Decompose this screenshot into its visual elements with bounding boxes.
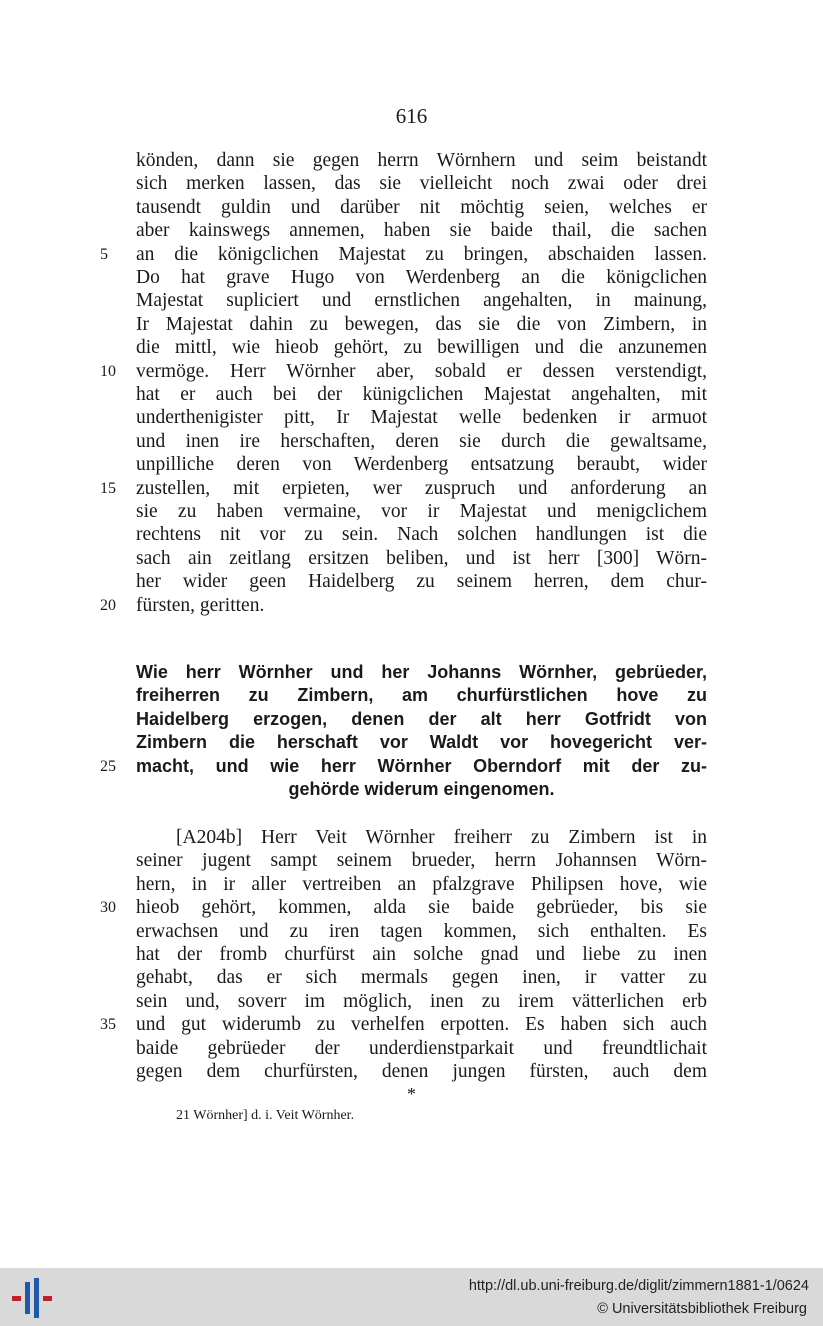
- body-lines-line: underthenigister pitt, Ir Majestat welle bedenken ir armuot: [136, 407, 707, 429]
- page-number: 616: [395, 104, 428, 128]
- body-lines-line: Ir Majestat dahin zu bewegen, das sie die von Zimbern, in: [136, 313, 707, 335]
- body-lines-line: könden, dann sie gegen herrn Wörnhern und seim beistandt: [136, 150, 707, 171]
- body2-lines-line: erwachsen und zu iren tagen kommen, sich enthalten. Es: [136, 920, 707, 942]
- body-lines-line: tausendt guldin und darüber nit möchtig seien, welches er: [136, 196, 707, 218]
- body-lines-line: an die königclichen Majestat zu bringen, abschaiden lassen.: [136, 243, 707, 265]
- body2-lines-line: seiner jugent sampt seinem brueder, herrn Johannsen Wörn-: [136, 850, 707, 872]
- line-number: 15: [100, 479, 116, 497]
- body2-lines-line: [A204b] Herr Veit Wörnher freiherr zu Zimbern ist in: [176, 827, 707, 848]
- body-lines-line: vermöge. Herr Wörnher aber, sobald er dessen verstendigt,: [136, 360, 707, 382]
- body2-lines-line: hern, in ir aller vertreiben an pfalzgrave Philipsen hove, wie: [136, 873, 707, 895]
- line-number: 5: [100, 245, 108, 263]
- line-number: 10: [100, 362, 116, 380]
- body2-lines-line: hat der fromb churfürst ain solche gnad und liebe zu inen: [136, 944, 707, 965]
- body2-lines-line: baide gebrüeder der underdienstparkait und freundtlichait: [136, 1037, 707, 1059]
- body-lines-line: zustellen, mit erpieten, wer zuspruch und anforderung an: [136, 477, 707, 499]
- heading-lines-line: freiherren zu Zimbern, am churfürstlichen hove zu: [136, 685, 707, 706]
- separator-asterisk: *: [407, 1084, 416, 1104]
- body-lines-line: Do hat grave Hugo von Werdenberg an die königclichen: [136, 267, 707, 288]
- body2-lines-line: hieob gehört, kommen, alda sie baide gebrüeder, bis sie: [136, 897, 707, 919]
- body-lines-line: sich merken lassen, das sie vielleicht noch zwai oder drei: [136, 173, 707, 195]
- body-lines-line: rechtens nit vor zu sein. Nach solchen handlungen ist die: [136, 524, 707, 546]
- body2-lines-line: und gut widerumb zu verhelfen erpotten. Es haben sich auch: [136, 1014, 707, 1036]
- heading-lines-line: Wie herr Wörnher und her Johanns Wörnher, gebrüeder,: [136, 662, 707, 682]
- body-lines-line: sie zu haben vermaine, vor ir Majestat und menigclichem: [136, 501, 707, 522]
- footer-bar: [0, 1268, 823, 1326]
- body2-lines-line: sein und, soverr im möglich, inen zu irem vätterlichen erb: [136, 990, 707, 1012]
- footer-copyright: © Universitätsbibliothek Freiburg: [597, 1301, 807, 1317]
- footnote: 21 Wörnher] d. i. Veit Wörnher.: [176, 1108, 355, 1123]
- body2-lines-line: gegen dem churfürsten, denen jungen fürsten, auch dem: [136, 1061, 707, 1082]
- body-lines-line: her wider geen Haidelberg zu seinem herren, dem chur-: [136, 571, 707, 593]
- line-number: 25: [100, 757, 116, 775]
- heading-lines-line: Zimbern die herschaft vor Waldt vor hovegericht ver-: [136, 732, 707, 753]
- body-lines-line: unpilliche deren von Werdenberg entsatzung beraubt, wider: [136, 454, 707, 476]
- footer-url-link[interactable]: http://dl.ub.uni-freiburg.de/diglit/zimmern1881-1/0624: [468, 1278, 809, 1294]
- heading-lines-line: Haidelberg erzogen, denen der alt herr Gotfridt von: [136, 708, 707, 729]
- body2-lines-line: gehabt, das er sich mermals gegen inen, ir vatter zu: [136, 967, 707, 989]
- body-lines-line: fürsten, geritten.: [136, 594, 265, 616]
- line-number: 35: [100, 1016, 116, 1034]
- heading-lines-line: macht, und wie herr Wörnher Oberndorf mit der zu-: [136, 755, 707, 776]
- body-lines-line: aber kainswegs annemen, haben sie baide thail, die sachen: [136, 220, 707, 242]
- line-number: 20: [100, 596, 116, 614]
- body-lines-line: Majestat supliciert und ernstlichen angehalten, in mainung,: [136, 290, 707, 312]
- body-lines-line: hat er auch bei der künigclichen Majestat angehalten, mit: [136, 384, 707, 405]
- body-lines-line: sach ain zeitlang ersitzen beliben, und ist herr [300] Wörn-: [136, 547, 707, 569]
- line-number: 30: [100, 899, 116, 917]
- dl-logo-icon: [10, 1276, 54, 1320]
- heading-lines-line: gehörde widerum eingenomen.: [288, 779, 555, 799]
- body-lines-line: die mittl, wie hieob gehört, zu bewilligen und die anzunemen: [136, 337, 707, 359]
- body-lines-line: und inen ire herschaften, deren sie durch die gewaltsame,: [136, 430, 707, 452]
